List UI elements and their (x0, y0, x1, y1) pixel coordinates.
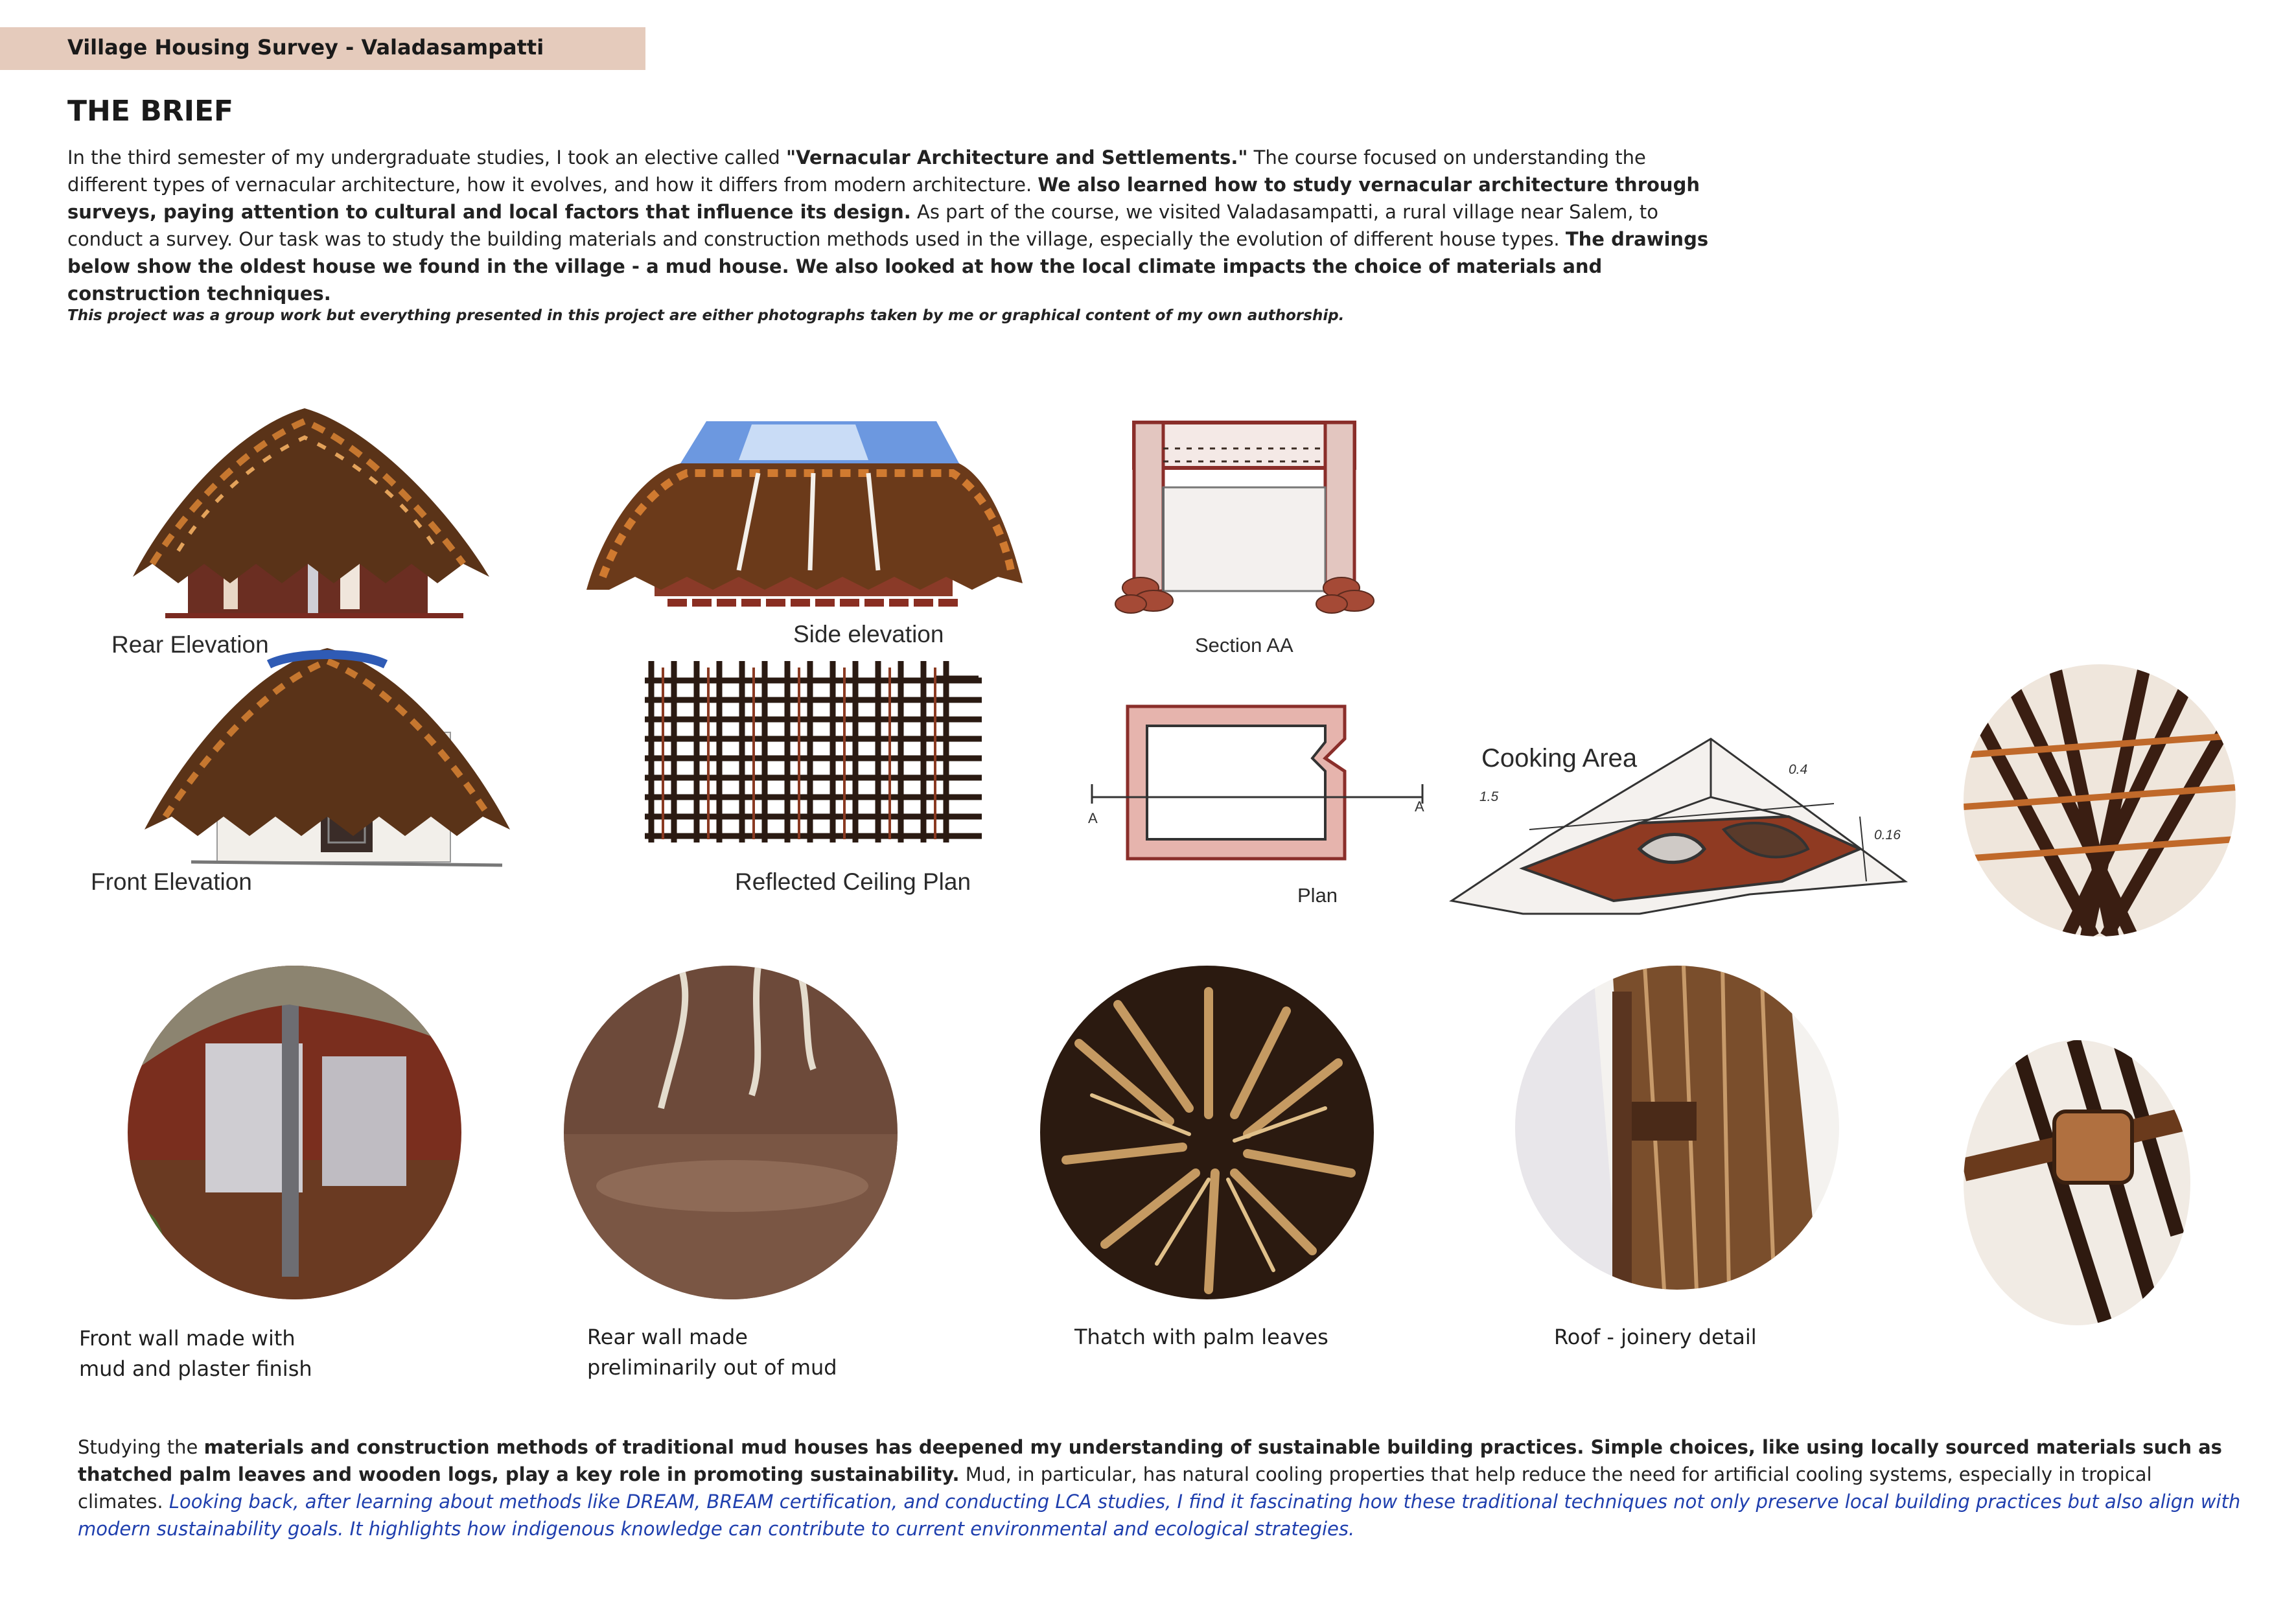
dimension-0-4: 0.4 (1789, 762, 1808, 777)
rear-elevation-drawing (126, 402, 496, 622)
cooking-area-label: Cooking Area (1481, 744, 1638, 773)
brief-text-2: The course focused on understanding the different types of vernacular architecture, how it evolves, and how it differs from modern architecture. (67, 146, 1646, 196)
section-aa-label: Section AA (1195, 634, 1293, 656)
brief-paragraph (67, 144, 1726, 307)
reflected-ceiling-plan-label: Reflected Ceiling Plan (735, 868, 971, 895)
plan-label: Plan (1297, 884, 1338, 907)
plan-marker-right: A (1415, 798, 1424, 815)
caption-front-wall (79, 1323, 312, 1384)
caption-front-wall-line1: Front wall made with (79, 1326, 296, 1351)
front-elevation-label: Front Elevation (91, 868, 252, 895)
rear-wall-photo (564, 966, 898, 1299)
conclusion-text-1: Studying the (78, 1436, 204, 1458)
brief-heading: THE BRIEF (67, 95, 234, 128)
brief-learning-highlight: We also learned how to study vernacular architecture through surveys, paying attention to cultural and local factors that influence its design. (67, 174, 1700, 223)
caption-roof (1554, 1322, 1757, 1353)
brief-text-1: In the third semester of my undergraduate studies, I took an elective called (67, 146, 786, 168)
caption-rear-wall-line1: Rear wall made (587, 1325, 748, 1349)
page-title: Village Housing Survey - Valadasampatti (67, 35, 544, 60)
dimension-1-5: 1.5 (1479, 789, 1499, 804)
brief-course-name: "Vernacular Architecture and Settlements." (785, 146, 1248, 168)
side-elevation-drawing (583, 415, 1024, 616)
thatch-photo (1040, 966, 1374, 1299)
side-elevation-label: Side elevation (793, 621, 944, 647)
conclusion-text-2: Mud, in particular, has natural cooling properties that help reduce the need for artificial cooling systems, especially in tropical climates. (78, 1463, 2152, 1513)
conclusion-reflection: Looking back, after learning about methods like DREAM, BREAM certification, and conducting LCA studies, I find it fascinating how these traditional techniques not only preserve local building practices but also align with modern sustainability goals. It highlights how indigenous knowledge can contribute to current environmental and ecological strategies. (78, 1491, 2241, 1540)
front-wall-photo (128, 966, 461, 1299)
front-elevation-drawing (139, 642, 515, 875)
roof-joinery-photo (1515, 966, 1839, 1290)
caption-rear-wall-line2: preliminarily out of mud (587, 1355, 837, 1380)
conclusion-paragraph (78, 1434, 2242, 1542)
caption-roof-line1: Roof - joinery detail (1554, 1325, 1757, 1349)
caption-front-wall-line2: mud and plaster finish (79, 1356, 312, 1381)
authorship-note: This project was a group work but everything presented in this project are either photographs taken by me or graphical content of my own authorship. (67, 307, 1345, 324)
plan-drawing (1079, 700, 1442, 875)
rear-elevation-label: Rear Elevation (111, 631, 269, 658)
reflected-ceiling-plan-drawing (625, 655, 1027, 849)
dimension-0-16: 0.16 (1874, 828, 1901, 842)
caption-rear-wall (587, 1322, 837, 1383)
section-aa-drawing (1095, 410, 1393, 617)
brief-drawings-highlight: The drawings below show the oldest house we found in the village - a mud house. We also looked at how the local climate impacts the choice of materials and construction techniques. (67, 228, 1709, 305)
joinery-sketch-circle (1964, 664, 2236, 936)
brief-text-3: As part of the course, we visited Valadasampatti, a rural village near Salem, to conduct a survey. Our task was to study the building materials and construction methods used in the village, especially the evolution of different house types. (67, 201, 1658, 250)
joint-sketch-circle (1964, 1040, 2190, 1325)
caption-thatch-line1: Thatch with palm leaves (1074, 1325, 1328, 1349)
plan-marker-left: A (1088, 810, 1098, 826)
conclusion-highlight: materials and construction methods of traditional mud houses has deepened my understanding of sustainable building practices. Simple choices, like using locally sourced materials such as thatched palm leaves and wooden logs, play a key role in promoting sustainability. (78, 1436, 2222, 1485)
caption-thatch (1074, 1322, 1328, 1353)
